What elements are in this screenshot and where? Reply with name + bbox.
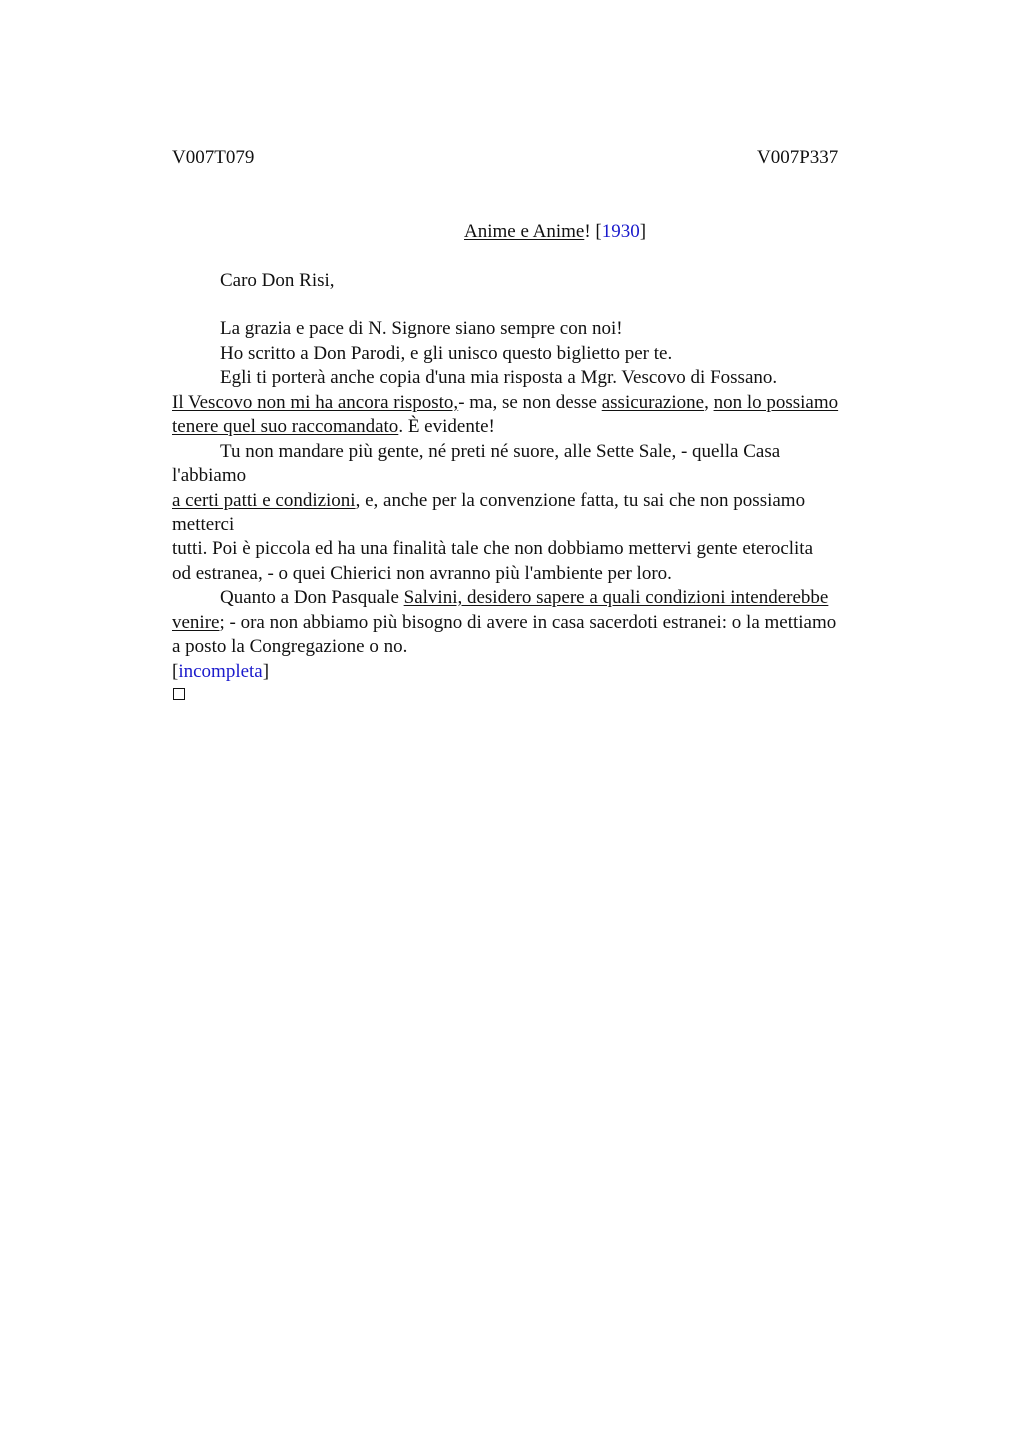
body-line: l'abbiamo <box>172 465 247 486</box>
editorial-note <box>172 661 269 683</box>
body-text: , e, anche per la convenzione fatta, tu sai che non possiamo <box>355 490 806 511</box>
underlined-phrase: non lo possiamo <box>713 392 839 413</box>
end-mark-square-icon <box>173 688 185 700</box>
underlined-phrase: tenere quel suo raccomandato <box>172 416 399 437</box>
body-line: La grazia e pace di N. Signore siano sempre con noi! <box>220 318 623 339</box>
body-text: . È evidente! <box>398 416 495 437</box>
note-bracket-close: ] <box>262 661 270 682</box>
title-year: 1930 <box>601 221 640 242</box>
body-line <box>220 587 828 609</box>
body-line: Tu non mandare più gente, né preti né suore, alle Sette Sale, - quella Casa <box>220 441 781 462</box>
underlined-phrase: Il Vescovo non mi ha ancora risposto, <box>172 392 459 413</box>
header-right-code: V007P337 <box>757 147 839 168</box>
title-bracket-open: [ <box>595 221 602 242</box>
body-line <box>172 612 836 634</box>
salutation: Caro Don Risi, <box>220 270 335 291</box>
note-bracket-open: [ <box>172 661 179 682</box>
body-line <box>172 490 805 512</box>
body-line <box>172 392 838 414</box>
body-text: - ma, se non desse <box>458 392 602 413</box>
body-text: , <box>704 392 714 413</box>
underlined-phrase: Salvini, desidero sapere a quali condizioni intenderebbe <box>403 587 829 608</box>
title-text: Anime e Anime <box>464 221 585 242</box>
title-exclamation: ! <box>584 221 591 242</box>
body-line: a posto la Congregazione o no. <box>172 636 408 657</box>
body-line: metterci <box>172 514 235 535</box>
underlined-phrase: assicurazione <box>601 392 705 413</box>
header-left-code: V007T079 <box>172 147 255 168</box>
letter-title <box>464 221 646 243</box>
body-text: Quanto a Don Pasquale <box>220 587 404 608</box>
body-line <box>172 416 495 438</box>
body-line: od estranea, - o quei Chierici non avranno più l'ambiente per loro. <box>172 563 672 584</box>
body-line: Ho scritto a Don Parodi, e gli unisco questo biglietto per te. <box>220 343 673 364</box>
underlined-phrase: venire <box>172 612 220 633</box>
body-text: ; - ora non abbiamo più bisogno di avere in casa sacerdoti estranei: o la mettiamo <box>219 612 837 633</box>
underlined-phrase: a certi patti e condizioni <box>172 490 356 511</box>
title-bracket-close: ] <box>639 221 647 242</box>
note-text: incompleta <box>178 661 263 682</box>
body-line: Egli ti porterà anche copia d'una mia risposta a Mgr. Vescovo di Fossano. <box>220 367 778 388</box>
body-line: tutti. Poi è piccola ed ha una finalità tale che non dobbiamo mettervi gente eteroclita <box>172 538 814 559</box>
